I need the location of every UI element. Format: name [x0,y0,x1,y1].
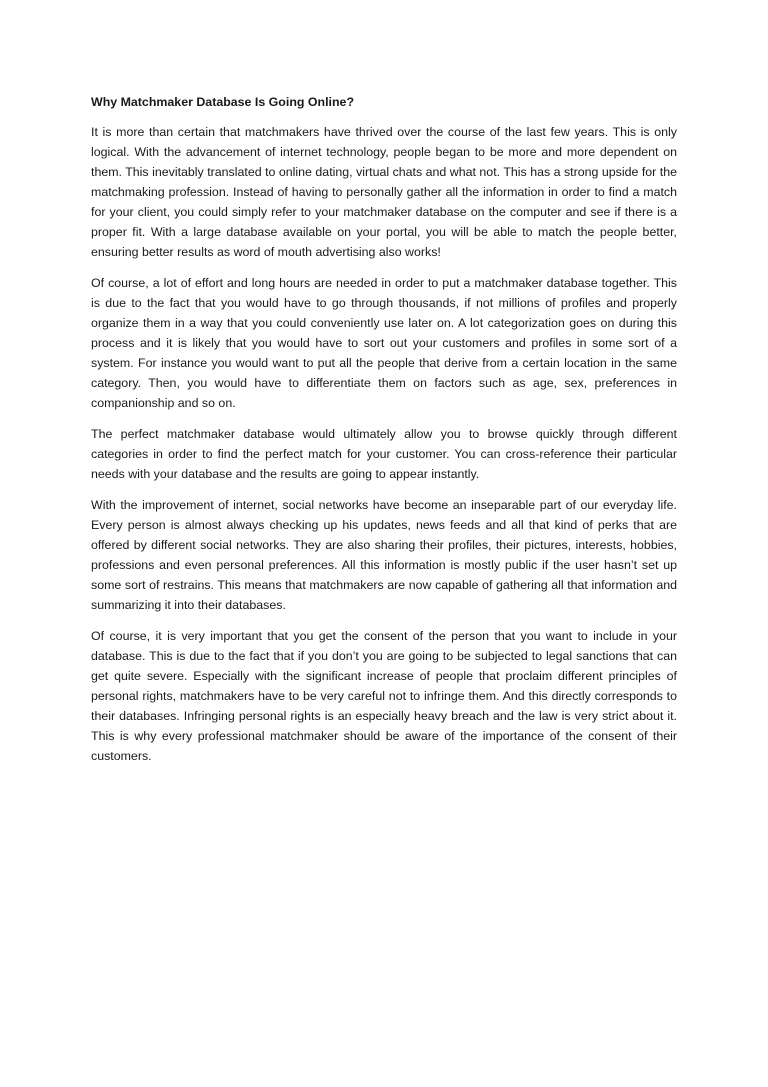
paragraph-4: With the improvement of internet, social networks have become an inseparable part of our everyday life. Every person is almost always checking up his updates, news feeds and all that kind of perks that are offered by different social networks. They are also sharing their profiles, their pictures, interests, hobbies, professions and even personal preferences. All this information is mostly public if the user hasn’t set up some sort of restrains. This means that matchmakers are now capable of gathering all that information and summarizing it into their databases. [91,498,677,612]
paragraph-2: Of course, a lot of effort and long hours are needed in order to put a matchmaker database together. This is due to the fact that you would have to go through thousands, if not millions of profiles and properly organize them in a way that you could conveniently use later on. A lot categorization goes on during this process and it is likely that you would have to sort out your customers and profiles in some sort of a system. For instance you would want to put all the people that derive from a certain location in the same category. Then, you would have to differentiate them on factors such as age, sex, preferences in companionship and so on. [91,276,677,410]
document-body [91,92,677,777]
paragraph-5: Of course, it is very important that you get the consent of the person that you want to include in your database. This is due to the fact that if you don’t you are going to be subjected to legal sanctions that can get quite severe. Especially with the significant increase of people that proclaim different principles of personal rights, matchmakers have to be very careful not to infringe them. And this directly corresponds to their databases. Infringing personal rights is an especially heavy breach and the law is very strict about it. This is why every professional matchmaker should be aware of the importance of the consent of their customers. [91,629,677,763]
paragraph-3: The perfect matchmaker database would ultimately allow you to browse quickly through different categories in order to find the perfect match for your customer. You can cross-reference their particular needs with your database and the results are going to appear instantly. [91,427,677,481]
paragraph-1: It is more than certain that matchmakers have thrived over the course of the last few years. This is only logical. With the advancement of internet technology, people began to be more and more dependent on them. This inevitably translated to online dating, virtual chats and what not. This has a strong upside for the matchmaking profession. Instead of having to personally gather all the information in order to find a match for your client, you could simply refer to your matchmaker database on the computer and see if there is a proper fit. With a large database available on your portal, you will be able to match the people better, ensuring better results as word of mouth advertising also works! [91,125,677,259]
document-title: Why Matchmaker Database Is Going Online? [91,95,355,109]
